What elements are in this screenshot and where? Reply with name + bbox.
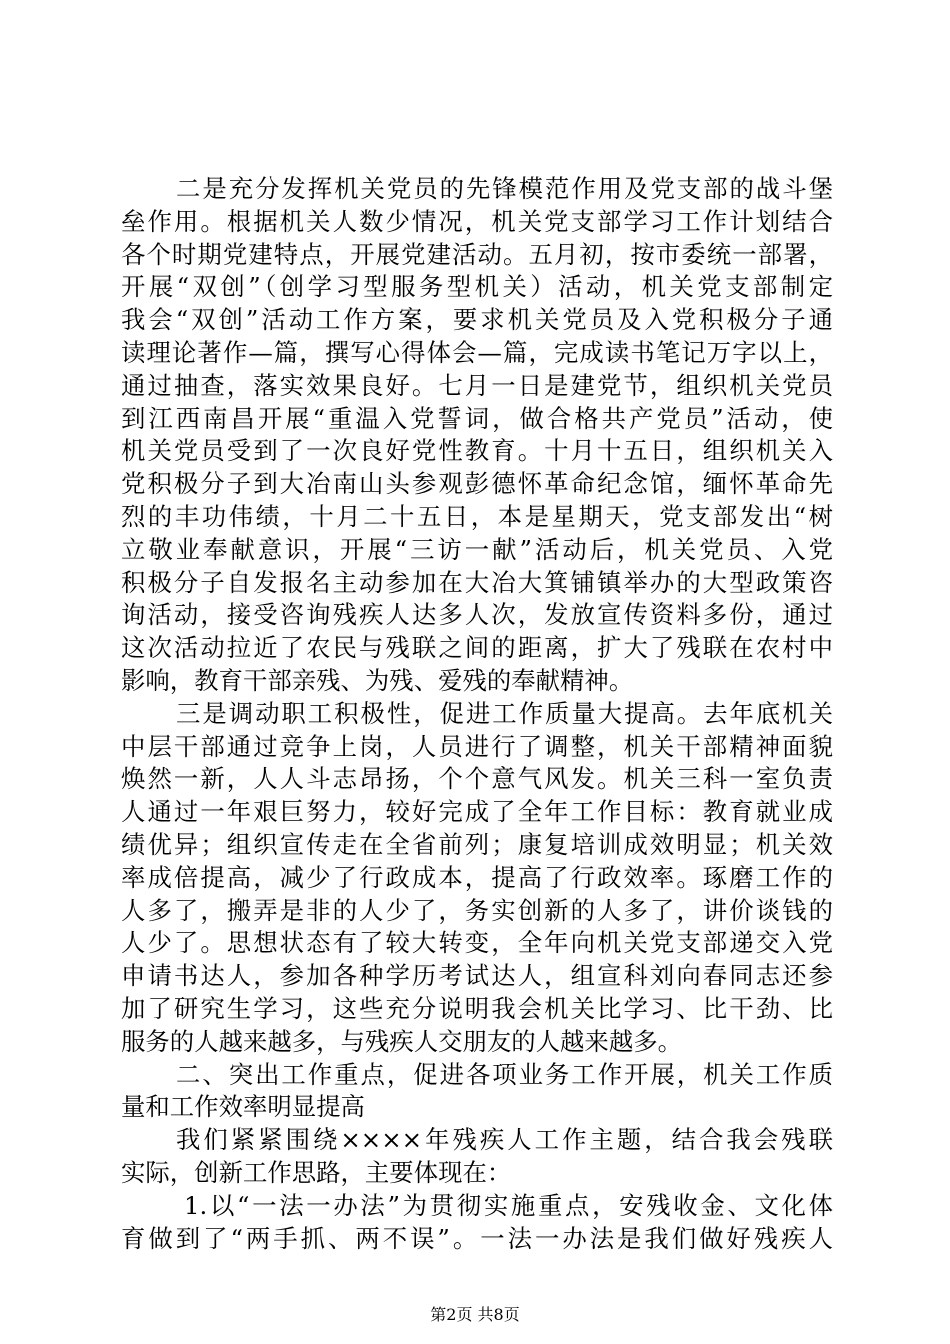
- text-line: 1.以“一法一办法”为贯彻实施重点，安残收金、文化体: [184, 1190, 833, 1220]
- text-line: 机关党员受到了一次良好党性教育。十月十五日，组织机关入: [121, 436, 833, 466]
- text-line: 服务的人越来越多，与残疾人交朋友的人越来越多。: [121, 1026, 682, 1056]
- text-line: 率成倍提高，减少了行政成本，提高了行政效率。琢磨工作的: [121, 862, 833, 892]
- text-line: 我们紧紧围绕××××年残疾人工作主题，结合我会残联: [176, 1125, 833, 1155]
- text-line: 询活动，接受咨询残疾人达多人次，发放宣传资料多份，通过: [121, 600, 833, 630]
- text-line: 到江西南昌开展“重温入党誓词，做合格共产党员”活动，使: [121, 403, 833, 433]
- text-line: 育做到了“两手抓、两不误”。一法一办法是我们做好残疾人: [121, 1223, 833, 1253]
- text-line: 申请书达人，参加各种学历考试达人，组宣科刘向春同志还参: [121, 961, 833, 991]
- text-line: 加了研究生学习，这些充分说明我会机关比学习、比干劲、比: [121, 993, 833, 1023]
- text-line: 三是调动职工积极性，促进工作质量大提高。去年底机关: [176, 698, 833, 728]
- text-line: 人少了。思想状态有了较大转变，全年向机关党支部递交入党: [121, 928, 833, 958]
- text-line: 量和工作效率明显提高: [121, 1092, 365, 1122]
- text-line: 这次活动拉近了农民与残联之间的距离，扩大了残联在农村中: [121, 633, 833, 663]
- text-line: 立敬业奉献意识，开展“三访一献”活动后，机关党员、入党: [121, 534, 833, 564]
- text-line: 垒作用。根据机关人数少情况，机关党支部学习工作计划结合: [121, 206, 833, 236]
- text-line: 二、突出工作重点，促进各项业务工作开展，机关工作质: [176, 1059, 833, 1089]
- text-line: 读理论著作—篇，撰写心得体会—篇，完成读书笔记万字以上，: [121, 337, 833, 367]
- text-line: 各个时期党建特点，开展党建活动。五月初，按市委统一部署，: [121, 239, 833, 269]
- text-line: 积极分子自发报名主动参加在大冶大箕铺镇举办的大型政策咨: [121, 567, 833, 597]
- text-line: 二是充分发挥机关党员的先锋模范作用及党支部的战斗堡: [176, 174, 833, 203]
- document-body: [121, 173, 833, 1255]
- text-line: 开展“双创”（创学习型服务型机关）活动，机关党支部制定: [121, 272, 833, 302]
- text-line: 我会“双创”活动工作方案，要求机关党员及入党积极分子通: [121, 305, 833, 335]
- text-line: 党积极分子到大冶南山头参观彭德怀革命纪念馆，缅怀革命先: [121, 469, 833, 499]
- text-line: 影响，教育干部亲残、为残、爱残的奉献精神。: [121, 665, 634, 695]
- text-line: 绩优异；组织宣传走在全省前列；康复培训成效明显；机关效: [121, 829, 833, 859]
- text-line: 实际，创新工作思路，主要体现在：: [121, 1157, 512, 1187]
- text-line: 焕然一新，人人斗志昂扬，个个意气风发。机关三科一室负责: [121, 764, 833, 794]
- page-footer: 第2页 共8页: [430, 1305, 520, 1324]
- text-line: 人多了，搬弄是非的人少了，务实创新的人多了，讲价谈钱的: [121, 895, 833, 925]
- text-line: 通过抽查，落实效果良好。七月一日是建党节，组织机关党员: [121, 370, 833, 400]
- text-line: 人通过一年艰巨努力，较好完成了全年工作目标：教育就业成: [121, 797, 833, 827]
- text-line: 中层干部通过竞争上岗，人员进行了调整，机关干部精神面貌: [121, 731, 833, 761]
- text-line: 烈的丰功伟绩，十月二十五日，本是星期天，党支部发出“树: [121, 501, 833, 531]
